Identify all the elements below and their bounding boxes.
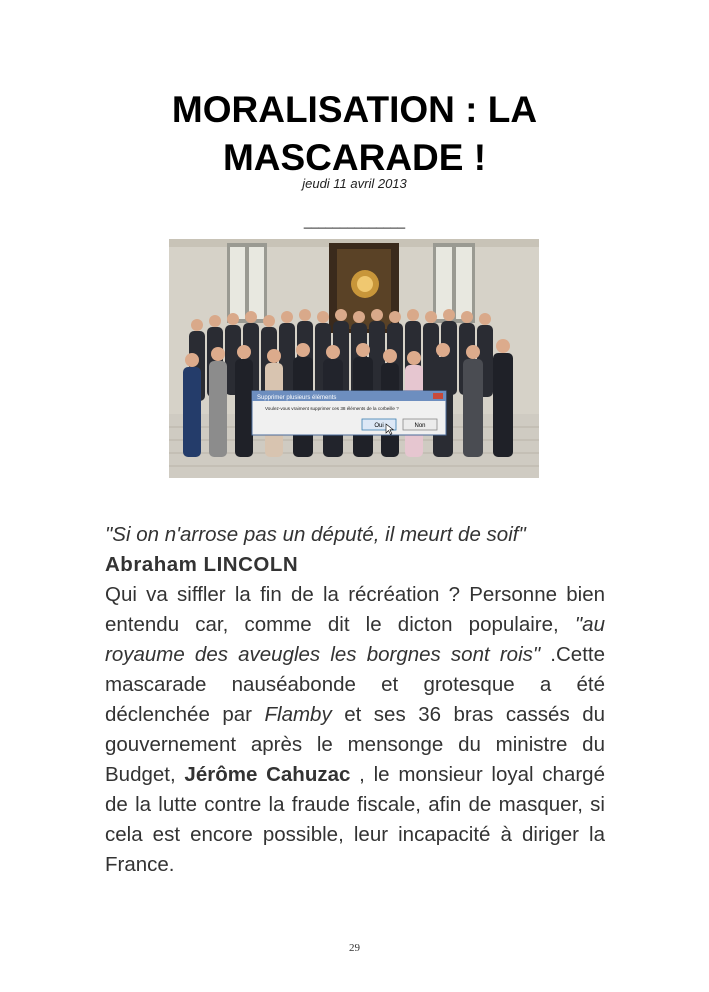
paragraph-proverb: "au royaume des aveugles les borgnes sont rois" [105,613,605,666]
dialog-title: Supprimer plusieurs éléments [257,395,337,401]
article-paragraph [105,580,605,880]
epigraph-author: Abraham LINCOLN [105,553,299,576]
separator-line: ______________ [303,214,406,229]
paragraph-text: Qui va siffler la fin de la récréation ? Personne bien entendu car, comme dit le dicton populaire, [105,583,605,636]
paragraph-nickname: Flamby [264,703,332,726]
paragraph-text: , le monsieur loyal chargé de la lutte contre la fraude fiscale, afin de masquer, si cela est encore possible, leur incapacité à diriger la France. [105,763,605,876]
epigraph-quote: "Si on n'arrose pas un député, il meurt de soif" [105,523,526,546]
article-date: jeudi 11 avril 2013 [302,176,407,191]
article-title: MORALISATION : LA MASCARADE ! [171,89,538,178]
delete-dialog [252,391,446,435]
paragraph-text: et ses 36 bras cassés du gouvernement après le mensonge du ministre du Budget, [105,703,605,786]
page-number: 29 [349,942,360,954]
dialog-no-button: Non [414,423,426,429]
dialog-yes-button: Oui [374,423,384,429]
paragraph-minister-name: Jérôme Cahuzac [184,763,351,786]
dialog-message: Voulez-vous vraiment supprimer ces 38 éléments de la corbeille ? [265,406,399,411]
article-body [105,520,605,880]
government-group-photo [169,239,539,478]
paragraph-text: .Cette mascarade nauséabonde et grotesque a été déclenchée par [105,643,606,726]
